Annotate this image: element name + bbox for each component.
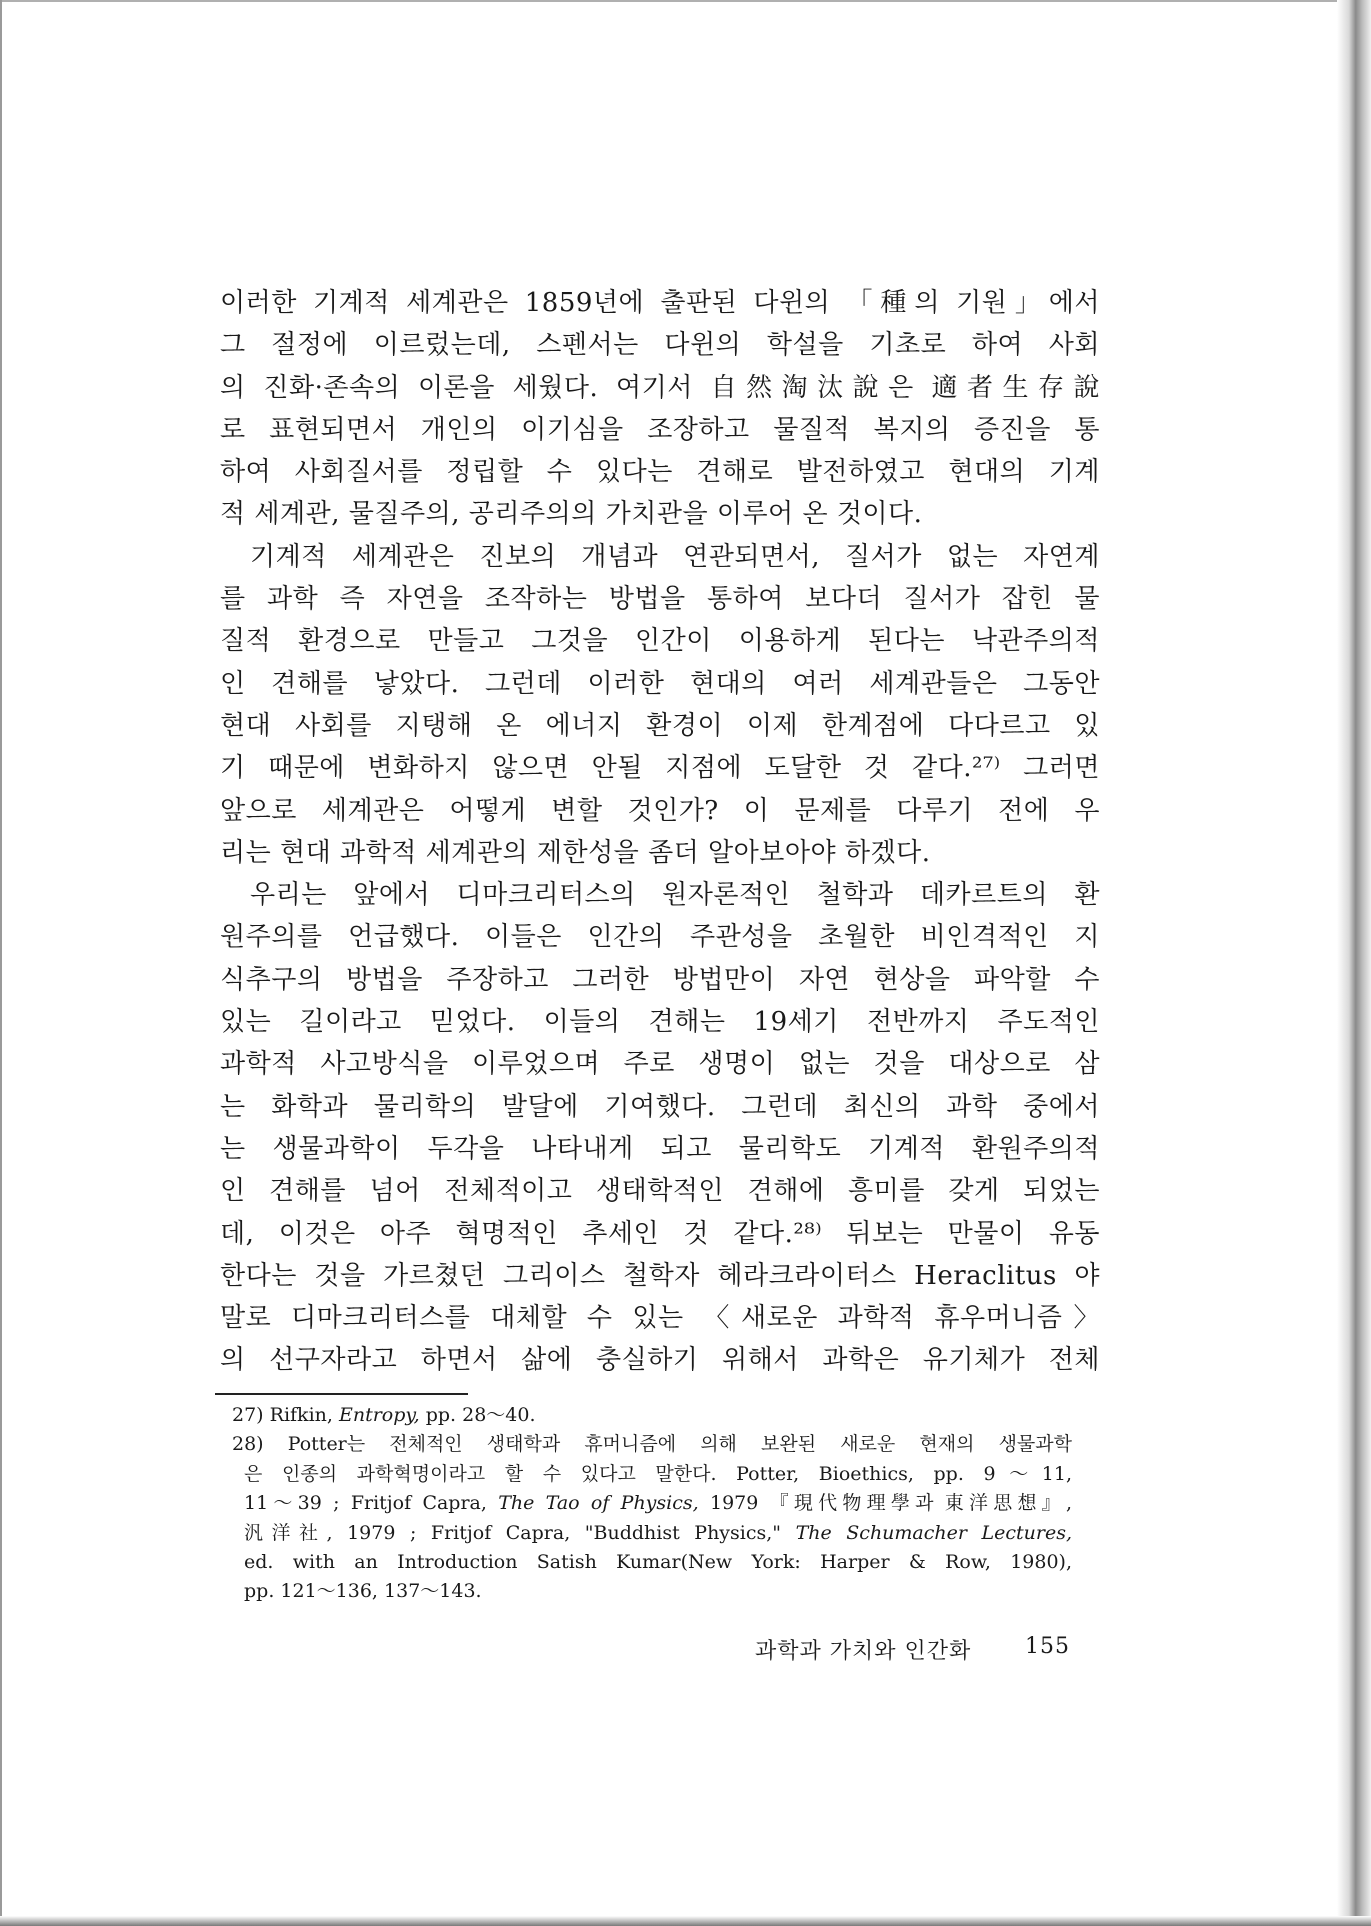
page-edge-bottom: [0, 1916, 1371, 1926]
footnote-text: Potter는 전체적인 생태학과 휴머니즘에 의해 보완된 새로운 현재의 생물과학: [287, 1433, 1072, 1456]
footnote-title: Entropy,: [338, 1404, 420, 1426]
text-line: 하여 사회질서를 정립할 수 있다는 견해로 발전하였고 현대의 기계: [220, 457, 1100, 488]
page-edge-right: [1337, 0, 1371, 1926]
footnote-28-line-6: [232, 1577, 1072, 1606]
footnote-text: 汎洋社, 1979 ; Fritjof Capra, "Buddhist Physics,": [244, 1521, 782, 1544]
footnote-number: 27): [232, 1404, 264, 1426]
text-line: 그 절정에 이르렀는데, 스펜서는 다윈의 학설을 기초로 하여 사회: [220, 330, 1100, 361]
text-line: 있는 길이라고 믿었다. 이들의 견해는 19세기 전반까지 주도적인: [220, 1007, 1100, 1038]
footnote-number: 28): [232, 1433, 264, 1456]
footnotes: [232, 1401, 1072, 1607]
body-text: [220, 282, 1100, 1382]
footnote-text: 11～39 ; Fritjof Capra,: [244, 1492, 487, 1515]
page-edge-left: [0, 0, 2, 1926]
text-line: 말로 디마크리터스를 대체할 수 있는 〈새로운 과학적 휴우머니즘〉: [220, 1303, 1100, 1334]
text-line: 앞으로 세계관은 어떻게 변할 것인가? 이 문제를 다루기 전에 우: [220, 795, 1100, 826]
footnote-28-line-3: [232, 1489, 1072, 1518]
page-footer: [755, 1634, 1070, 1665]
page-edge-top: [0, 0, 1340, 2]
footnote-28-line-2: [232, 1460, 1072, 1489]
running-title: 과학과 가치와 인간화: [755, 1639, 972, 1664]
footnote-28-line-4: [232, 1519, 1072, 1548]
footnote-text: pp. 121～136, 137～143.: [244, 1580, 482, 1603]
text-line: 데, 이것은 아주 혁명적인 추세인 것 같다.²⁸⁾ 뒤보는 만물이 유동: [220, 1218, 1100, 1249]
footnote-book-title: The Tao of Physics,: [498, 1492, 699, 1515]
text-line: 는 생물과학이 두각을 나타내게 되고 물리학도 기계적 환원주의적: [220, 1133, 1100, 1164]
footnote-author: Rifkin,: [269, 1404, 333, 1426]
text-line: 한다는 것을 가르쳤던 그리이스 철학자 헤라크라이터스 Heraclitus 야: [220, 1260, 1100, 1291]
footnote-text: 은 인종의 과학혁명이라고 할 수 있다고 말한다. Potter, Bioethics, pp. 9～11,: [244, 1462, 1072, 1485]
text-line: 로 표현되면서 개인의 이기심을 조장하고 물질적 복지의 증진을 통: [220, 414, 1100, 445]
text-line: 인 견해를 넘어 전체적이고 생태학적인 견해에 흥미를 갖게 되었는: [220, 1176, 1100, 1207]
footnote-28-line-5: [232, 1548, 1072, 1577]
text-line: 의 선구자라고 하면서 삶에 충실하기 위해서 과학은 유기체가 전체: [220, 1345, 1100, 1376]
text-line: 리는 현대 과학적 세계관의 제한성을 좀더 알아보아야 하겠다.: [220, 837, 931, 868]
text-line: 의 진화·존속의 이론을 세웠다. 여기서 自然淘汰說은 適者生存說: [220, 372, 1100, 403]
text-line: 를 과학 즉 자연을 조작하는 방법을 통하여 보다더 질서가 잡힌 물: [220, 584, 1100, 615]
footnote-text: 1979 『現代物理學과 東洋思想』,: [709, 1492, 1072, 1515]
text-line: 질적 환경으로 만들고 그것을 인간이 이용하게 된다는 낙관주의적: [220, 626, 1100, 657]
text-line: 는 화학과 물리학의 발달에 기여했다. 그런데 최신의 과학 중에서: [220, 1091, 1100, 1122]
text-line: 기계적 세계관은 진보의 개념과 연관되면서, 질서가 없는 자연계: [250, 541, 1100, 572]
footnote-text: ed. with an Introduction Satish Kumar(New York: Harper & Row, 1980),: [244, 1550, 1072, 1573]
text-line: 인 견해를 낳았다. 그런데 이러한 현대의 여러 세계관들은 그동안: [220, 668, 1100, 699]
text-line: 식추구의 방법을 주장하고 그러한 방법만이 자연 현상을 파악할 수: [220, 964, 1100, 995]
text-line: 현대 사회를 지탱해 온 에너지 환경이 이제 한계점에 다다르고 있: [220, 710, 1100, 741]
footnote-27: [232, 1401, 1072, 1430]
text-line: 적 세계관, 물질주의, 공리주의의 가치관을 이루어 온 것이다.: [220, 499, 923, 530]
footnote-pages: pp. 28～40.: [425, 1404, 536, 1426]
page-number: 155: [1025, 1634, 1070, 1659]
text-line: 과학적 사고방식을 이루었으며 주로 생명이 없는 것을 대상으로 삼: [220, 1049, 1100, 1080]
footnote-28-line-1: [232, 1430, 1072, 1459]
text-line: 기 때문에 변화하지 않으면 안될 지점에 도달한 것 같다.²⁷⁾ 그러면: [220, 753, 1100, 784]
text-line: 원주의를 언급했다. 이들은 인간의 주관성을 초월한 비인격적인 지: [220, 922, 1100, 953]
text-line: 이러한 기계적 세계관은 1859년에 출판된 다윈의 「種의 기원」에서: [220, 288, 1100, 318]
text-line: 우리는 앞에서 디마크리터스의 원자론적인 철학과 데카르트의 환: [250, 880, 1100, 911]
footnote-rule: [215, 1393, 468, 1395]
footnote-book-title: The Schumacher Lectures,: [795, 1521, 1072, 1544]
